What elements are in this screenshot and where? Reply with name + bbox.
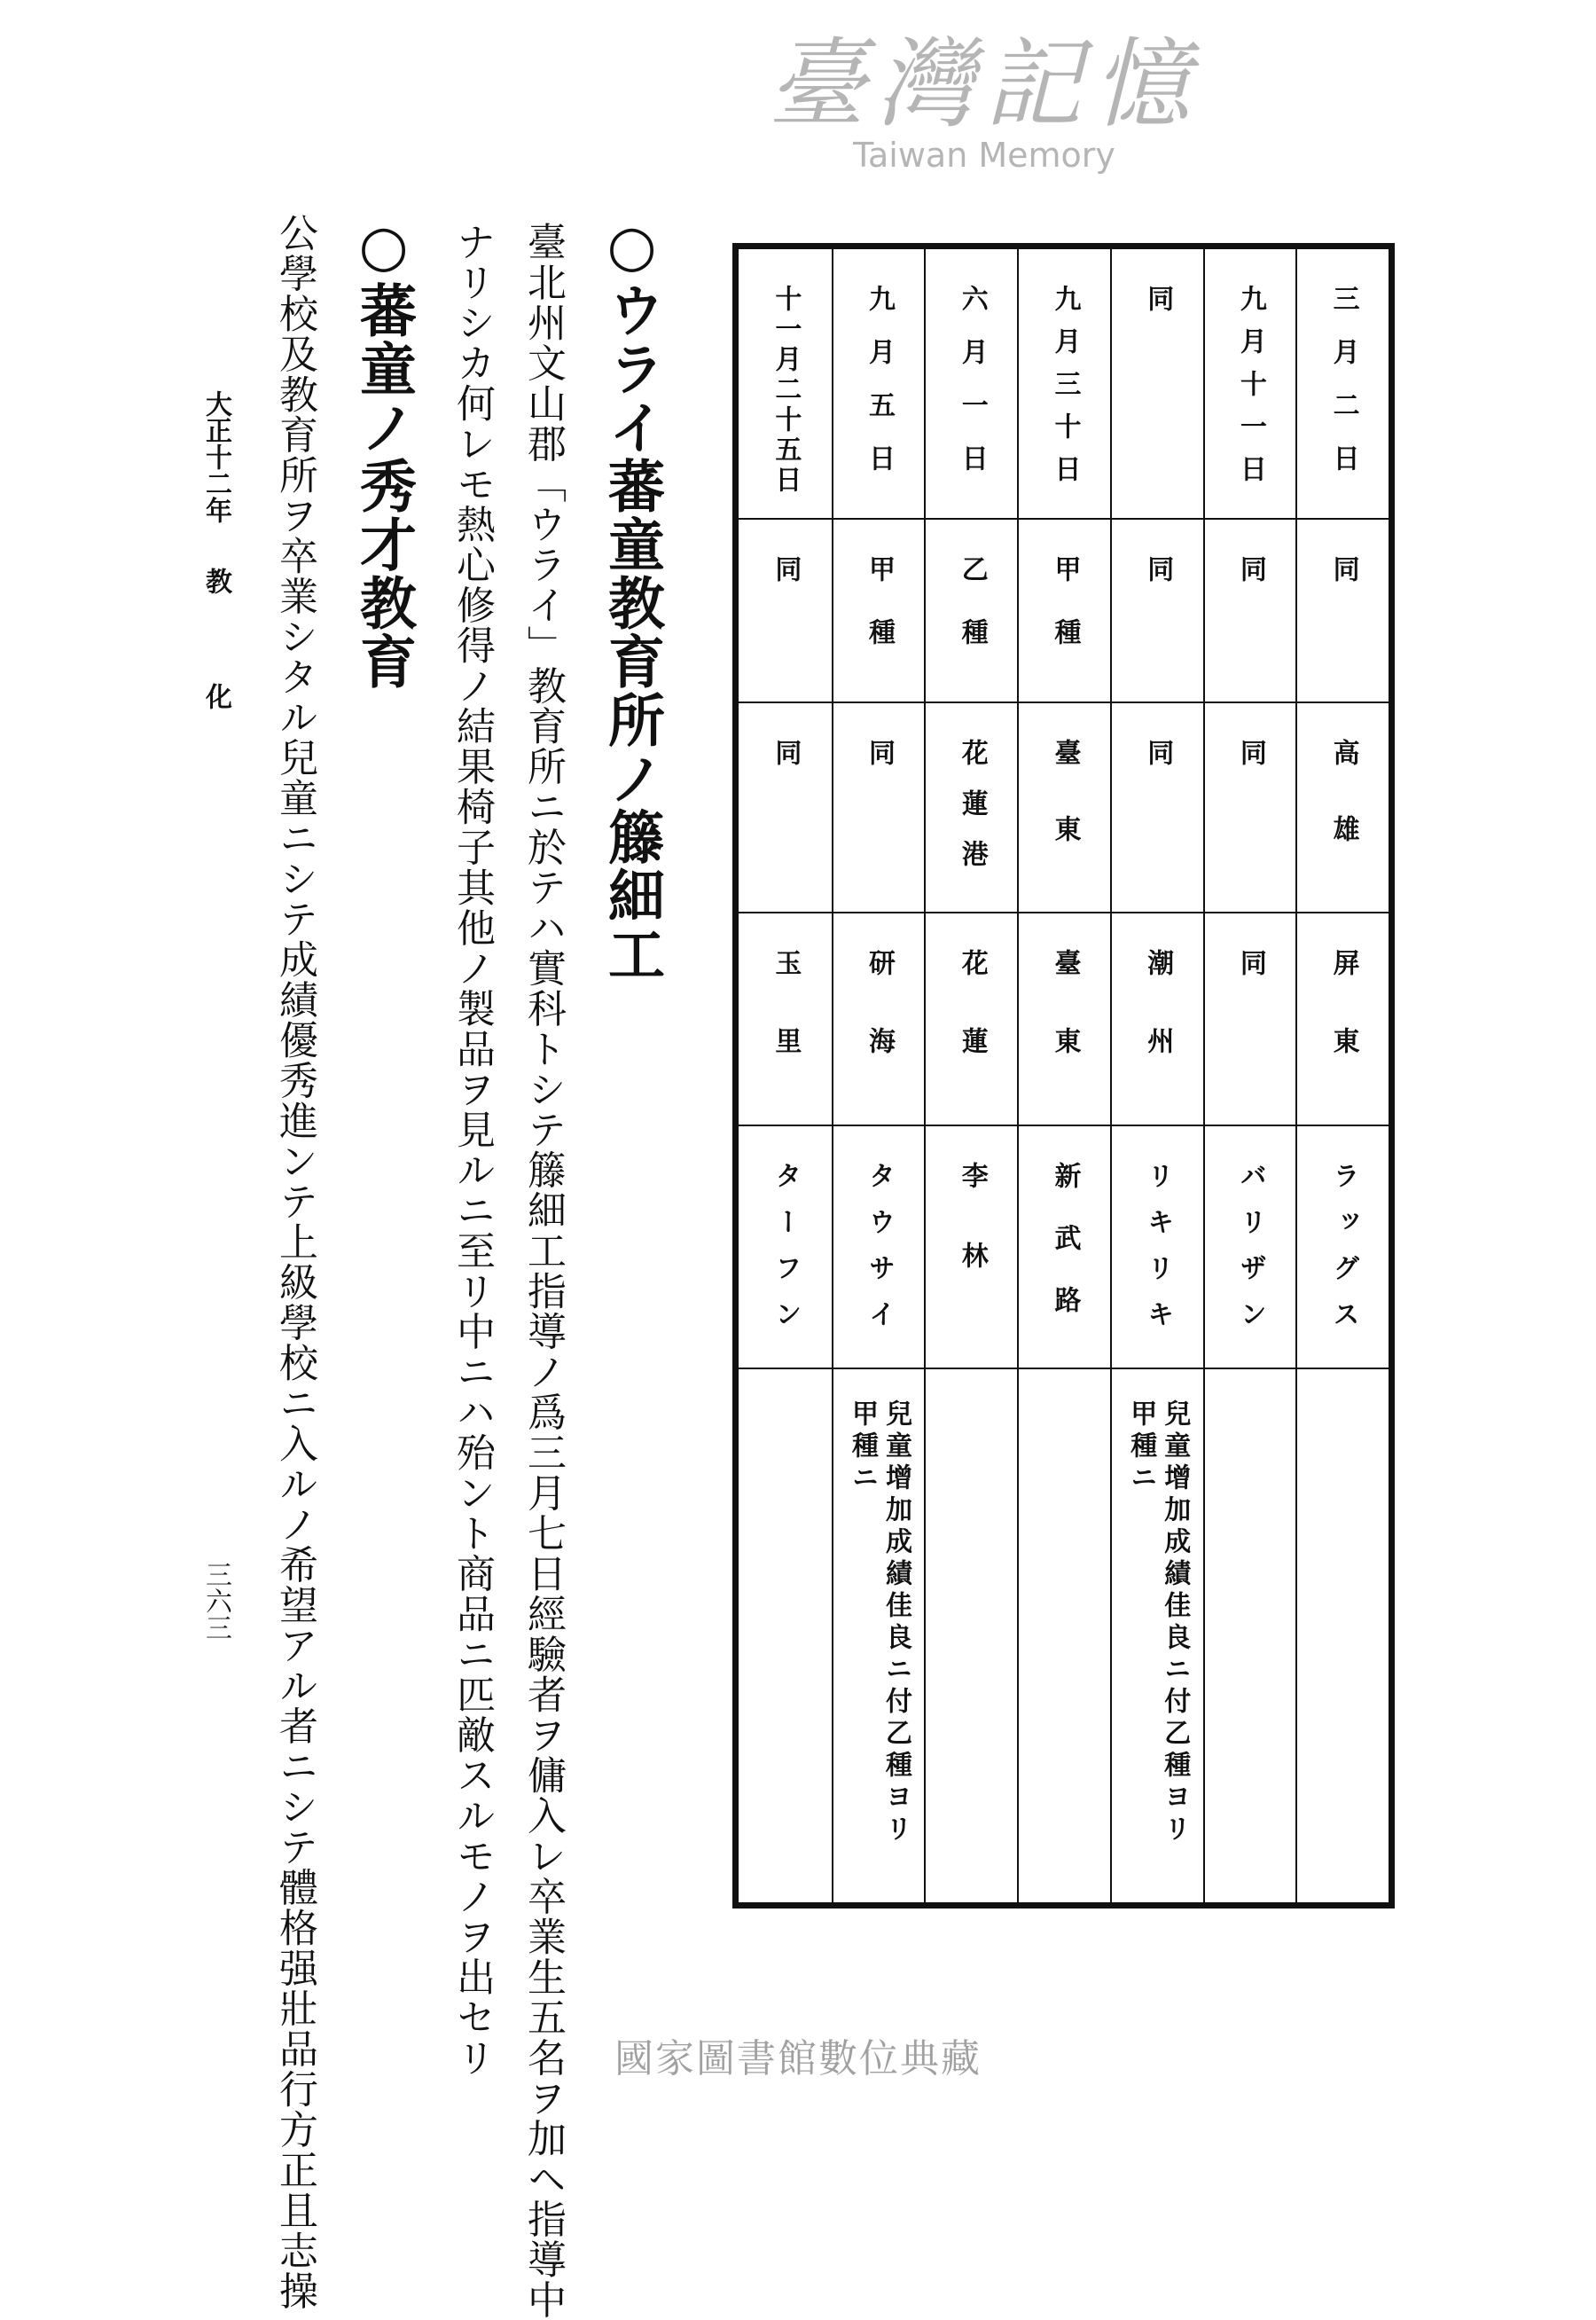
table-cell-school: [1112, 1126, 1203, 1369]
running-header-title-2: 化: [200, 683, 231, 709]
cell-text: 同: [1234, 949, 1266, 976]
table-cell-prefecture: [1019, 703, 1110, 913]
cell-text: 乙種: [956, 555, 988, 681]
table-cell-note: [1112, 1369, 1203, 1902]
table-cell-date: [1205, 249, 1296, 520]
body-line: 臺北州文山郡「ウライ」教育所ニ於テハ實科トシテ籐細工指導ノ爲三月七日經驗者ヲ傭入レ卒業生五名ヲ加ヘ指導中: [520, 222, 566, 2320]
table-cell-note: [926, 1369, 1017, 1902]
table-cell-note: [1019, 1369, 1110, 1902]
note-line: 兒童增加成績佳良ニ付乙種ヨリ: [1159, 1399, 1191, 1846]
cell-text: 臺東: [1049, 949, 1081, 1105]
table-cell-district: [1112, 913, 1203, 1126]
table-cell-school: [739, 1126, 832, 1369]
cell-text: 潮州: [1142, 949, 1174, 1105]
cell-text: 九月十一日: [1234, 285, 1266, 498]
cell-text: 研海: [864, 949, 896, 1105]
cell-text: 同: [1142, 739, 1174, 765]
running-header-year: 大正十二年: [200, 390, 231, 523]
footer-credit: 國家圖書館數位典藏: [614, 2036, 982, 2081]
table-column: [832, 249, 925, 1902]
cell-text: バリザン: [1234, 1162, 1266, 1346]
cell-text: 六月一日: [956, 285, 988, 498]
table-cell-district: [1297, 913, 1389, 1126]
cell-text: 十一月二十五日: [770, 285, 802, 496]
table-cell-prefecture: [1297, 703, 1389, 913]
running-header-title-1: 教: [200, 568, 231, 594]
table-cell-date: [1019, 249, 1110, 520]
table-cell-date: [926, 249, 1017, 520]
table-column: [1203, 249, 1296, 1902]
note-line: 甲種ニ: [847, 1399, 879, 1495]
table-cell-district: [1205, 913, 1296, 1126]
table-column: [1017, 249, 1110, 1902]
cell-text: 同: [1327, 555, 1359, 582]
cell-text: 花蓮港: [956, 739, 988, 890]
cell-text: 玉里: [770, 949, 802, 1105]
table-cell-type: [926, 520, 1017, 703]
watermark-en: Taiwan Memory: [853, 136, 1115, 175]
table-cell-district: [926, 913, 1017, 1126]
table-cell-school: [1019, 1126, 1110, 1369]
table-column: [1295, 249, 1389, 1902]
cell-text: 屏東: [1327, 949, 1359, 1105]
watermark-cn: 臺灣記憶: [768, 27, 1201, 141]
data-table: [732, 243, 1395, 1909]
cell-text: 同: [1142, 285, 1174, 311]
table-cell-date: [1112, 249, 1203, 520]
cell-text: 九月五日: [864, 285, 896, 498]
table-cell-school: [926, 1126, 1017, 1369]
cell-text: 甲種: [864, 555, 896, 681]
table-cell-school: [1205, 1126, 1296, 1369]
table-cell-date: [1297, 249, 1389, 520]
cell-text: 李林: [956, 1162, 988, 1321]
cell-text: 新武路: [1049, 1162, 1081, 1348]
cell-text: 同: [770, 555, 802, 582]
table-cell-type: [739, 520, 832, 703]
table-cell-district: [833, 913, 925, 1126]
table-cell-note: [833, 1369, 925, 1902]
page-number: 三六三: [200, 1561, 231, 1641]
table-cell-school: [1297, 1126, 1389, 1369]
cell-text: 花蓮: [956, 949, 988, 1105]
table-column: [1110, 249, 1203, 1902]
table-cell-type: [1019, 520, 1110, 703]
table-cell-date: [833, 249, 925, 520]
note-line: 甲種ニ: [1125, 1399, 1157, 1495]
table-cell-prefecture: [1112, 703, 1203, 913]
cell-text: 三月二日: [1327, 285, 1359, 498]
cell-text: リキリキ: [1142, 1162, 1174, 1346]
table-column: [739, 249, 832, 1902]
cell-text: 臺東: [1049, 739, 1081, 891]
body-line: 公學校及教育所ヲ卒業シタル兒童ニシテ成績優秀進ンテ上級學校ニ入ルノ希望アル者ニシテ體格强壯品行方正且志操: [272, 213, 317, 2311]
cell-text: 同: [864, 739, 896, 765]
cell-text: タウサイ: [864, 1162, 896, 1346]
cell-text: 九月三十日: [1049, 285, 1081, 498]
note-line: 兒童增加成績佳良ニ付乙種ヨリ: [880, 1399, 912, 1846]
cell-text: ターフン: [770, 1162, 802, 1346]
table-cell-date: [739, 249, 832, 520]
cell-text: 甲種: [1049, 555, 1081, 681]
cell-text: 同: [1142, 555, 1174, 582]
cell-text: ラッグス: [1327, 1162, 1359, 1346]
cell-text: 同: [1234, 739, 1266, 765]
table-cell-prefecture: [1205, 703, 1296, 913]
table-cell-prefecture: [739, 703, 832, 913]
table-cell-type: [1112, 520, 1203, 703]
section-heading-gifted-education: ○蕃童ノ秀才教育: [350, 213, 417, 691]
section-heading-urai-rattan: ○ウライ蕃童教育所ノ籐細工: [598, 213, 665, 984]
table-cell-school: [833, 1126, 925, 1369]
watermark: [674, 27, 1295, 175]
table-cell-note: [739, 1369, 832, 1902]
table-cell-type: [1297, 520, 1389, 703]
cell-text: 高雄: [1327, 739, 1359, 891]
table-cell-prefecture: [926, 703, 1017, 913]
body-line: ナリシカ何レモ熱心修得ノ結果椅子其他ノ製品ヲ見ルニ至リ中ニハ殆ント商品ニ匹敵スルモノヲ出セリ: [450, 222, 495, 2078]
table-cell-note: [1205, 1369, 1296, 1902]
table-cell-note: [1297, 1369, 1389, 1902]
cell-text: 同: [1234, 555, 1266, 582]
table-cell-prefecture: [833, 703, 925, 913]
table-cell-type: [833, 520, 925, 703]
cell-text: 同: [770, 739, 802, 765]
table-cell-district: [1019, 913, 1110, 1126]
table-cell-district: [739, 913, 832, 1126]
table-cell-type: [1205, 520, 1296, 703]
table-column: [924, 249, 1017, 1902]
